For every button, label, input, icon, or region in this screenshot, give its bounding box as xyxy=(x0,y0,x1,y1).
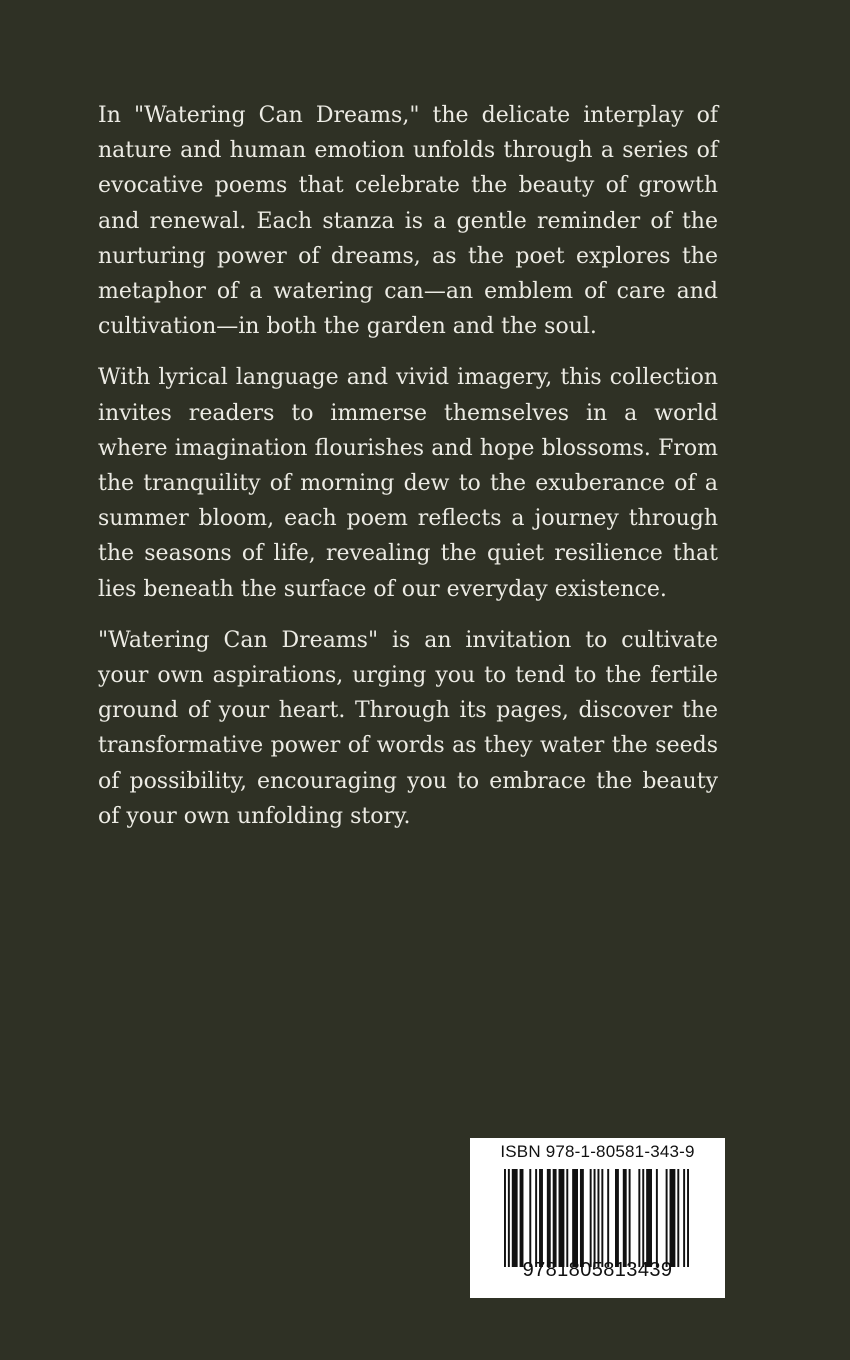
barcode-bar xyxy=(656,1169,658,1267)
barcode-bar xyxy=(539,1169,543,1267)
barcode-bar xyxy=(615,1169,619,1267)
barcode-bar xyxy=(629,1169,631,1267)
barcode-bar xyxy=(547,1169,551,1267)
isbn-label: ISBN 978-1-80581-343-9 xyxy=(500,1142,695,1161)
barcode-bar xyxy=(566,1169,568,1267)
barcode-bar xyxy=(529,1169,531,1267)
barcode-bar xyxy=(687,1169,689,1267)
barcode-bar xyxy=(535,1169,537,1267)
barcode-bar xyxy=(638,1169,640,1267)
barcode-bar xyxy=(520,1169,524,1267)
barcode-bar xyxy=(607,1169,609,1267)
barcode-bar xyxy=(670,1169,676,1267)
barcode-bar xyxy=(590,1169,592,1267)
barcode-bar xyxy=(666,1169,668,1267)
barcode-bar xyxy=(508,1169,510,1267)
barcode-bar xyxy=(597,1169,599,1267)
barcode-bar xyxy=(594,1169,596,1267)
barcode-bar xyxy=(580,1169,584,1267)
barcode-bar xyxy=(572,1169,578,1267)
blurb-paragraph-1: In "Watering Can Dreams," the delicate interplay of nature and human emotion unfolds through a series of evocative poems that celebrate the beauty of growth and renewal. Each stanza is a gentle reminder of the nurturing power of dreams, as the poet explores the metaphor of a watering can—an emblem of care and cultivation—in both the garden and the soul. xyxy=(98,103,718,340)
barcode-bar xyxy=(553,1169,557,1267)
barcode-bar xyxy=(642,1169,644,1267)
barcode-bar xyxy=(601,1169,603,1267)
barcode-bar xyxy=(677,1169,679,1267)
isbn-barcode-box xyxy=(470,1138,725,1298)
barcode-bar xyxy=(559,1169,565,1267)
blurb-paragraph-3: "Watering Can Dreams" is an invitation to cultivate your own aspirations, urging you to tend to the fertile ground of your heart. Through its pages, discover the transformative power of words as they water the seeds of possibility, encouraging you to embrace the beauty of your own unfolding story. xyxy=(98,627,718,829)
barcode-bar xyxy=(512,1169,518,1267)
barcode-bar xyxy=(683,1169,685,1267)
isbn-digits: 9781805813439 xyxy=(522,1259,673,1281)
barcode-bar xyxy=(646,1169,652,1267)
barcode-icon xyxy=(504,1169,689,1267)
barcode-bar xyxy=(623,1169,627,1267)
blurb-paragraph-2: With lyrical language and vivid imagery, this collection invites readers to immerse themselves in a world where imagination flourishes and hope blossoms. From the tranquility of morning dew to the exuberance of a summer bloom, each poem reflects a journey through the seasons of life, revealing the quiet resilience that lies beneath the surface of our everyday existence. xyxy=(98,365,718,602)
barcode-bar xyxy=(504,1169,506,1267)
back-cover-blurb xyxy=(98,98,718,850)
